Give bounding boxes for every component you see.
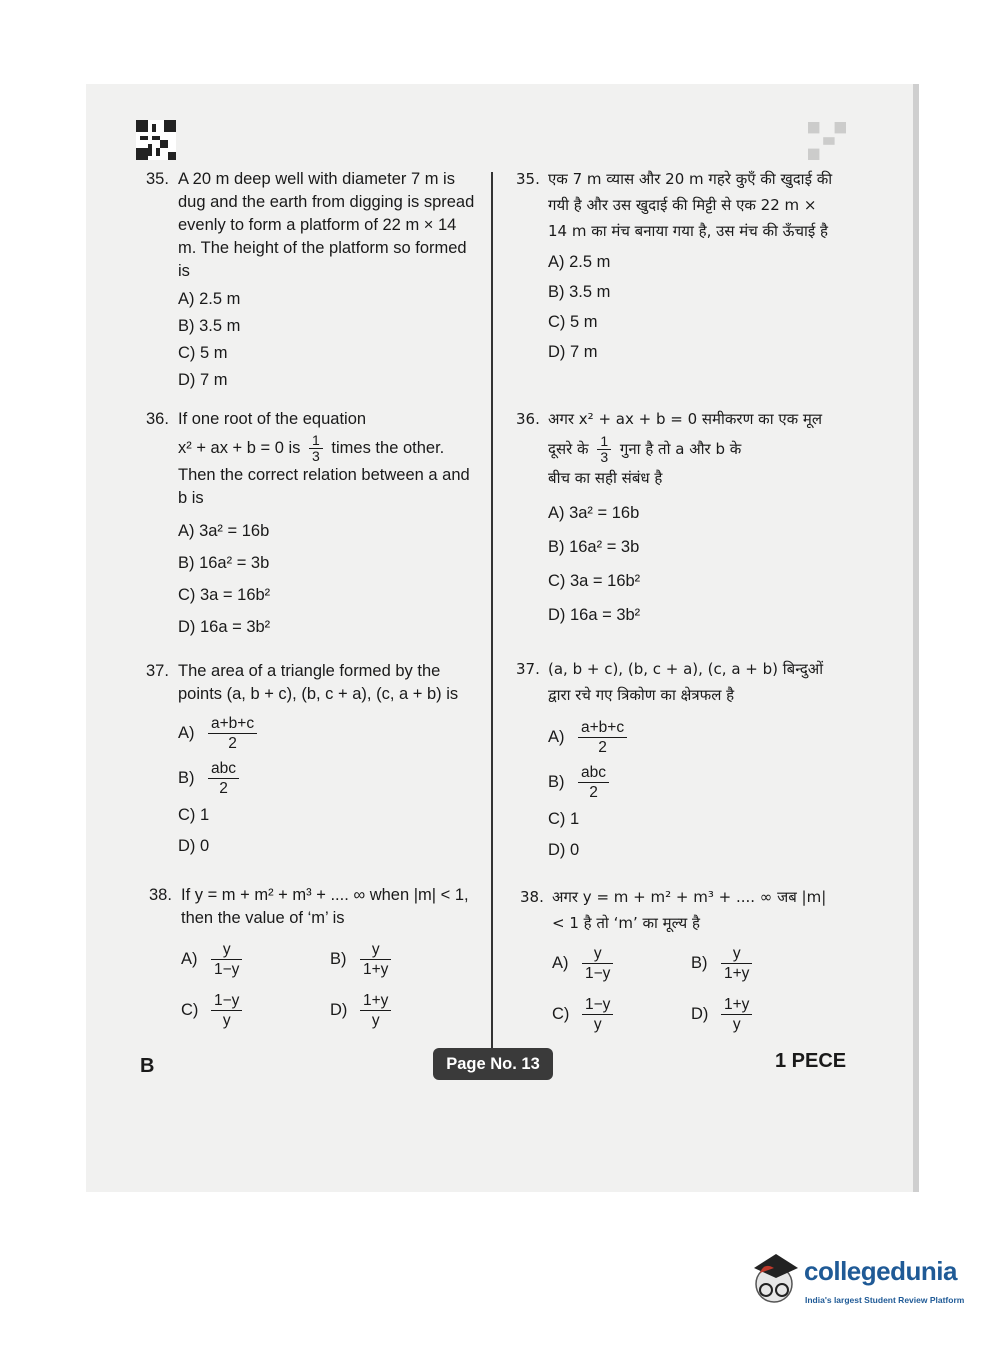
option-d[interactable]: D) $\frac{1+y}{y}$	[691, 995, 830, 1034]
option-b[interactable]: B) $\frac{y}{1+y}$	[691, 944, 830, 983]
option-c[interactable]: C) $\frac{1-y}{y}$	[181, 991, 330, 1030]
question-36-en: 36. If one root of the equation x² + ax + b = 0 is $\frac{1}{3}$ times the other. Then the correct relation between a and b is A) 3a² = 16b B) 16a² = 3b C) 3a = 16b² D) 16a = 3b²	[146, 408, 476, 642]
question-text: (a, b + c), (b, c + a), (c, a + b) बिन्दुओं द्वारा रचे गए त्रिकोण का क्षेत्रफल है	[548, 660, 824, 704]
question-38-hi: 38. अगर y = m + m² + m³ + .... ∞ जब |m| < 1 है तो ‘m’ का मूल्य है A) $\frac{y}{1-y}$ B) $\frac{y}{1+y}$ C) $\frac{1-y}{y}$ D) $\frac{1+y}{y}$	[520, 884, 830, 1034]
option-d[interactable]: D) 7 m	[548, 343, 598, 361]
qr-code-icon	[136, 120, 176, 160]
paper-code: 1 PECE	[775, 1050, 847, 1072]
option-b[interactable]: B) 3.5 m	[178, 317, 241, 335]
page-number-badge: Page No. 13	[433, 1048, 553, 1080]
option-d[interactable]: D) 0	[178, 837, 210, 855]
option-c[interactable]: C) 3a = 16b²	[548, 572, 641, 590]
option-a[interactable]: A) 2.5 m	[548, 253, 611, 271]
option-b[interactable]: B) $\frac{\text{abc}}{2}$	[178, 759, 476, 798]
booklet-set-letter: B	[140, 1055, 155, 1077]
option-a[interactable]: A) $\frac{a+b+c}{2}$	[178, 714, 476, 753]
option-c[interactable]: C) 1	[548, 810, 580, 828]
option-a[interactable]: A) $\frac{y}{1-y}$	[552, 944, 691, 983]
column-divider	[491, 172, 493, 1052]
option-a[interactable]: A) 3a² = 16b	[178, 522, 270, 540]
option-b[interactable]: B) $\frac{y}{1+y}$	[330, 940, 479, 979]
question-36-hi: 36. अगर x² + ax + b = 0 समीकरण का एक मूल दूसरे के $\frac{1}{3}$ गुना है तो a और b के बीच का सही संबंध है A) 3a² = 16b B) 16a² = 3b C) 3a = 16b² D) 16a = 3b²	[516, 406, 836, 631]
question-35-hi: 35. एक 7 m व्यास और 20 m गहरे कुएँ की खुदाई की गयी है और उस खुदाई की मिट्टी से एक 22 m × 14 m का मंच बनाया गया है, उस मंच की ऊँचाई है A) 2.5 m B) 3.5 m C) 5 m D) 7 m	[516, 166, 836, 366]
option-a[interactable]: A) $\frac{a+b+c}{2}$	[548, 718, 836, 757]
option-c[interactable]: C) 5 m	[178, 344, 228, 362]
brand-name: collegedunia	[804, 1256, 957, 1286]
option-b[interactable]: B) 3.5 m	[548, 283, 611, 301]
option-b[interactable]: B) 16a² = 3b	[178, 554, 270, 572]
option-c[interactable]: C) 1	[178, 806, 210, 824]
option-d[interactable]: D) 7 m	[178, 371, 228, 389]
option-a[interactable]: A) 2.5 m	[178, 290, 241, 308]
faded-qr-icon	[808, 122, 846, 160]
option-d[interactable]: D) 16a = 3b²	[548, 606, 641, 624]
option-a[interactable]: A) 3a² = 16b	[548, 504, 640, 522]
question-text: एक 7 m व्यास और 20 m गहरे कुएँ की खुदाई की गयी है और उस खुदाई की मिट्टी से एक 22 m × 14 m का मंच बनाया गया है, उस मंच की ऊँचाई है	[548, 170, 833, 240]
option-c[interactable]: C) $\frac{1-y}{y}$	[552, 995, 691, 1034]
question-37-en: 37. The area of a triangle formed by the points (a, b + c), (b, c + a), (c, a + b) is A) $\frac{a+b+c}{2}$ B) $\frac{\text{abc}}{2}$ C) 1 D) 0	[146, 660, 476, 860]
brand-tagline: India's largest Student Review Platform	[805, 1295, 965, 1305]
option-b[interactable]: B) $\frac{\text{abc}}{2}$	[548, 763, 836, 802]
question-text: अगर y = m + m² + m³ + .... ∞ जब |m| < 1 है तो ‘m’ का मूल्य है	[552, 888, 827, 932]
question-text: A 20 m deep well with diameter 7 m is dug and the earth from digging is spread evenly to form a platform of 22 m × 14 m. The height of the platform so formed is	[178, 170, 475, 280]
option-b[interactable]: B) 16a² = 3b	[548, 538, 640, 556]
question-38-en: 38. If y = m + m² + m³ + .... ∞ when |m| < 1, then the value of ‘m’ is A) $\frac{y}{1-y}$ B) $\frac{y}{1+y}$ C) $\frac{1-y}{y}$ D) $\frac{1+y}{y}$	[149, 884, 479, 1030]
question-37-hi: 37. (a, b + c), (b, c + a), (c, a + b) बिन्दुओं द्वारा रचे गए त्रिकोण का क्षेत्रफल है A) $\frac{a+b+c}{2}$ B) $\frac{\text{abc}}{2}$ C) 1 D) 0	[516, 656, 836, 864]
question-text: If y = m + m² + m³ + .... ∞ when |m| < 1, then the value of ‘m’ is	[181, 886, 469, 927]
option-d[interactable]: D) $\frac{1+y}{y}$	[330, 991, 479, 1030]
option-c[interactable]: C) 5 m	[548, 313, 598, 331]
option-d[interactable]: D) 16a = 3b²	[178, 618, 271, 636]
question-text: The area of a triangle formed by the points (a, b + c), (b, c + a), (c, a + b) is	[178, 662, 459, 703]
question-35-en: 35. A 20 m deep well with diameter 7 m is dug and the earth from digging is spread evenly to form a platform of 22 m × 14 m. The height of the platform so formed is A) 2.5 m B) 3.5 m C) 5 m D) 7 m	[146, 168, 476, 393]
option-a[interactable]: A) $\frac{y}{1-y}$	[181, 940, 330, 979]
option-c[interactable]: C) 3a = 16b²	[178, 586, 271, 604]
option-d[interactable]: D) 0	[548, 841, 580, 859]
